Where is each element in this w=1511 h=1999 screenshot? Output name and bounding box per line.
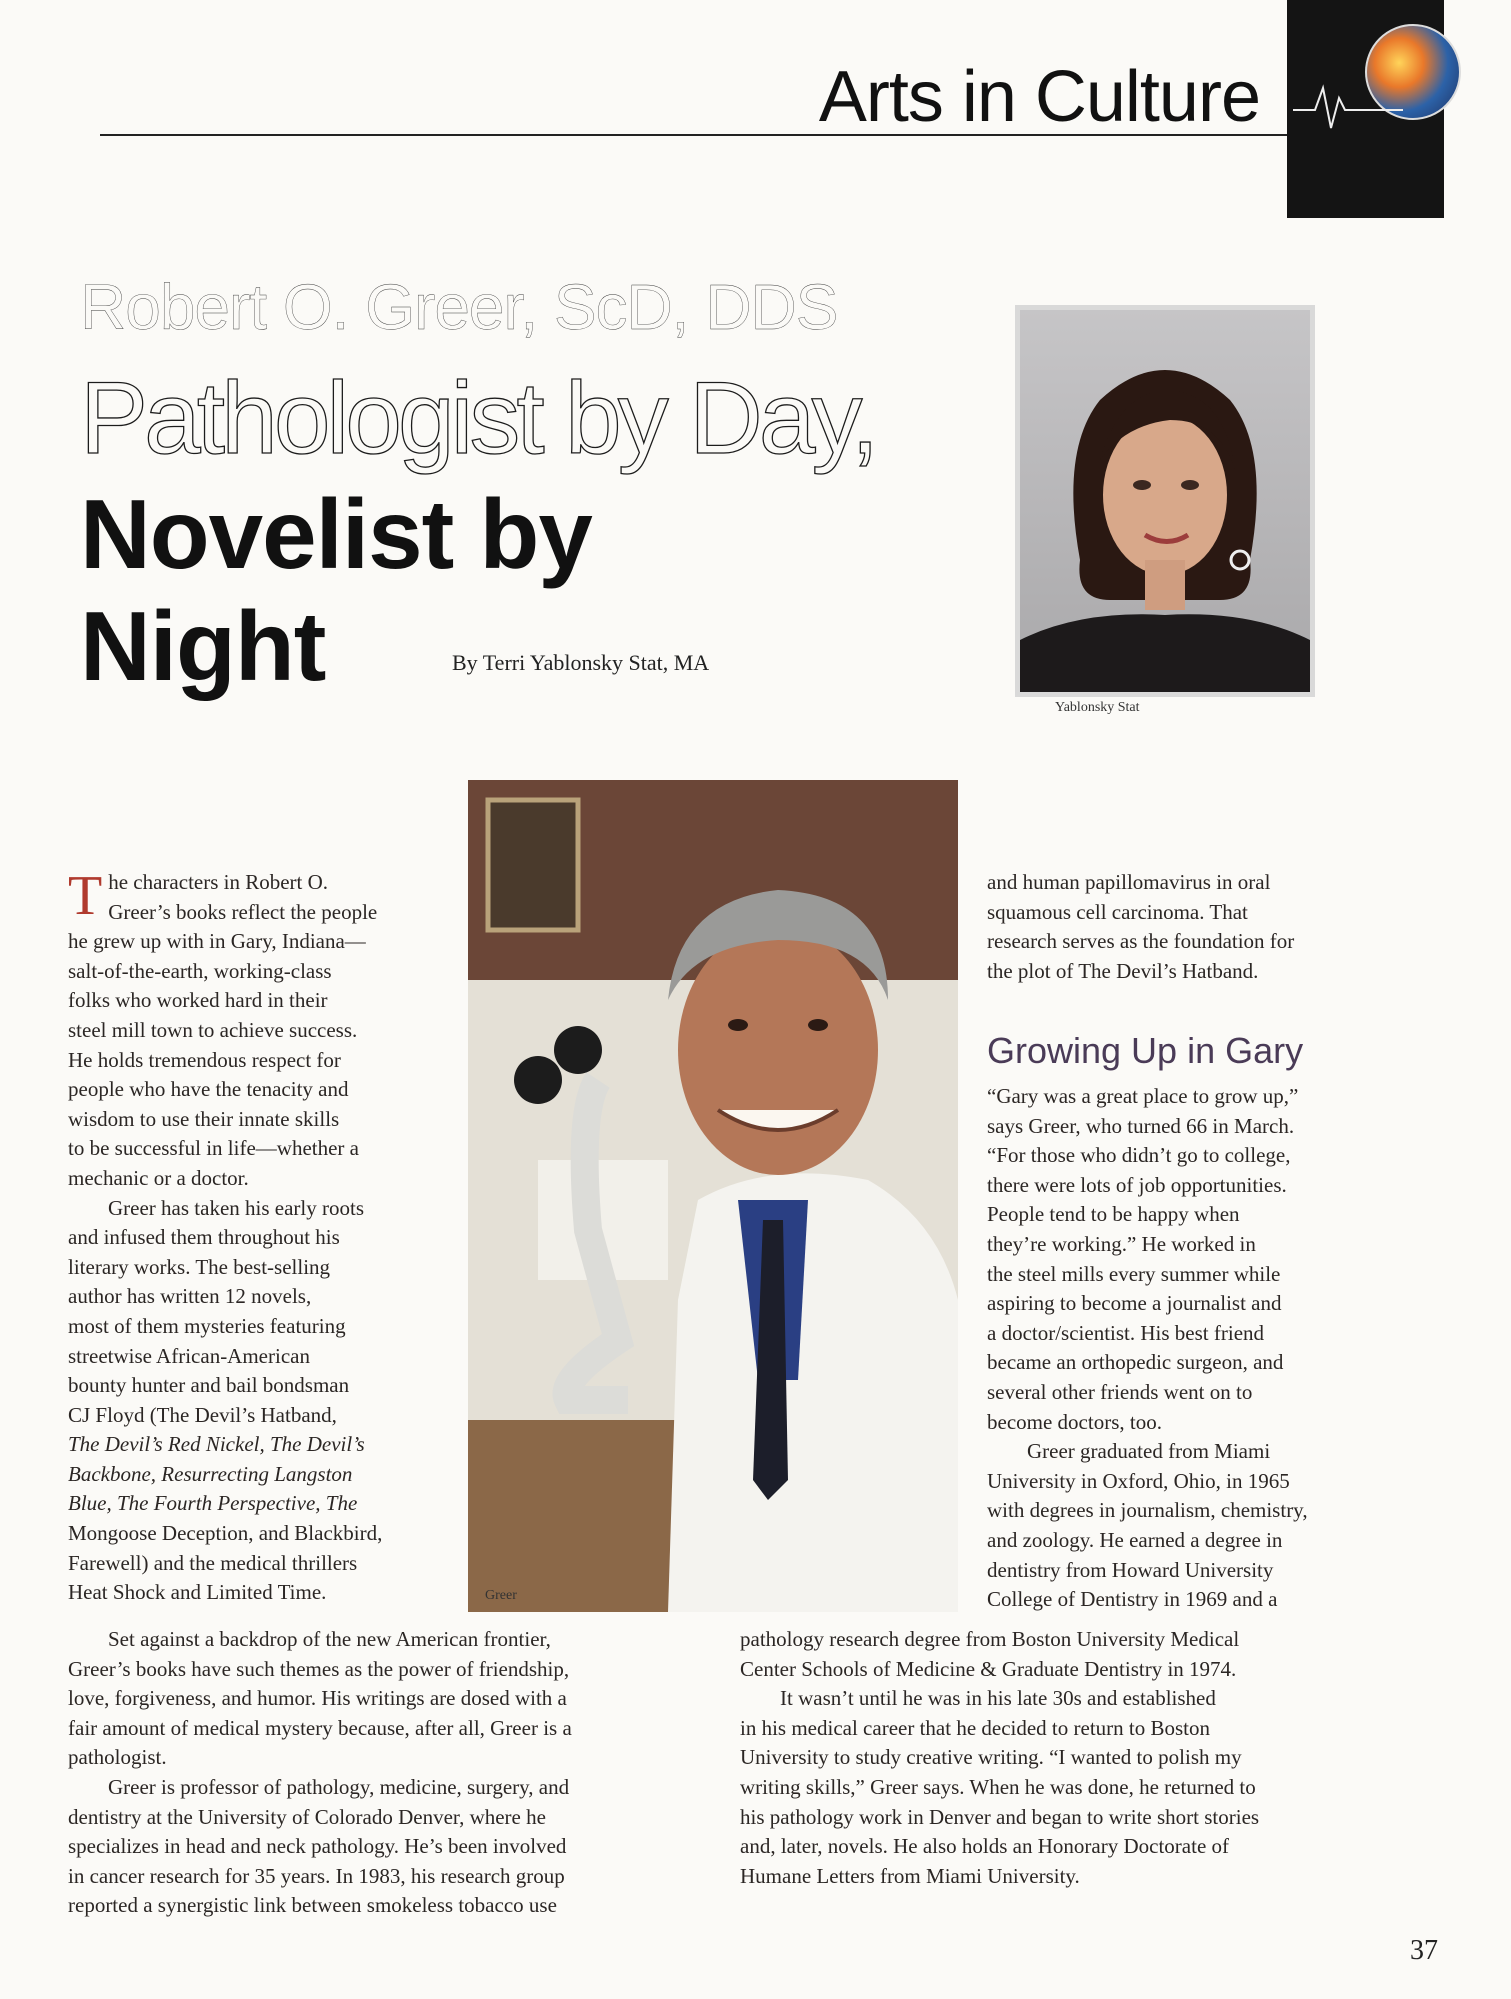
author-photo (1020, 310, 1310, 692)
greer-portrait-illustration (468, 780, 958, 1612)
headline-line-3: Night (80, 591, 326, 701)
headline-line-2: Novelist by (80, 479, 592, 589)
paragraph-research: and human papillomavirus in oral squamous cell carcinoma. That research serves as the foundation for the plot of The Devil’s Hatband. (987, 870, 1295, 983)
author-byline: By Terri Yablonsky Stat, MA (452, 650, 710, 675)
paragraph-writing: It wasn’t until he was in his late 30s and established in his medical career that he decided to return to Boston University to study creative writing. “I wanted to polish my writing skills,” Greer says. When he was done, he returned to his pathology work in Denver and began to write short stories and, later, novels. He also holds an Honorary Doctorate of Humane Letters from Miami University. (740, 1686, 1260, 1888)
drop-cap: T (68, 865, 103, 927)
paragraph-education-cont: pathology research degree from Boston University Medical Center Schools of Medicine & Graduate Dentistry in 1974. (740, 1627, 1240, 1681)
section-logo (1287, 0, 1444, 218)
greer-photo (468, 780, 958, 1612)
paragraph-themes: Set against a backdrop of the new American frontier, Greer’s books have such themes as the power of friendship, love, forgiveness, and humor. His writings are dosed with a fair amount of medical mystery because, after all, Greer is a pathologist. (68, 1627, 572, 1770)
section-title: Arts in Culture (818, 57, 1260, 137)
paragraph-professor: Greer is professor of pathology, medicine, surgery, and dentistry at the University of Colorado Denver, where he specializes in head and neck pathology. He’s been involved in cancer research for 35 years. In 1983, his research group reported a synergistic link between smokeless tobacco use (68, 1774, 570, 1918)
right-wide-column (740, 1625, 1390, 1891)
paragraph-gary: “Gary was a great place to grow up,” says Greer, who turned 66 in March. “For those who didn’t go to college, there were lots of job opportunities. People tend to be happy when they’re working.” He worked in the steel mills every summer while aspiring to become a journalist and a doctor/scientist. His best friend became an orthopedic surgeon, and several other friends went on to become doctors, too. (987, 1084, 1299, 1434)
greer-photo-caption: Greer (485, 1588, 517, 1603)
paragraph-intro: he characters in Robert O. Greer’s books reflect the people he grew up with in Gary, Indiana— salt-of-the-earth, working-class folks who worked hard in their steel mill town to achieve success. He holds tremendous respect for people who have the tenacity and wisdom to use their innate skills to be successful in life—whether a mechanic or a doctor. (68, 870, 378, 1190)
right-column-top (987, 868, 1387, 986)
subject-name: Robert O. Greer, ScD, DDS (80, 271, 838, 343)
author-portrait-illustration (1020, 310, 1310, 692)
left-column (68, 865, 468, 1608)
page-number: 37 (1410, 1935, 1438, 1966)
heartbeat-icon (1293, 78, 1403, 138)
paragraph-education: Greer graduated from Miami University in Oxford, Ohio, in 1965 with degrees in journalism, chemistry, and zoology. He earned a degree in dentistry from Howard University College of Dentistry in 1969 and a (987, 1439, 1308, 1612)
author-photo-caption: Yablonsky Stat (1055, 700, 1140, 715)
left-wide-column (68, 1625, 708, 1921)
section-heading: Growing Up in Gary (987, 1030, 1304, 1071)
headline-line-1: Pathologist by Day, (80, 361, 876, 475)
right-column-main (987, 1082, 1387, 1615)
paragraph-novels: Greer has taken his early roots and infused them throughout his literary works. The best-selling author has written 12 novels, most of them mysteries featuring streetwise African-American bounty hunter and bail bondsman CJ Floyd (The Devil’s Hatband, The Devil’s Red Nickel, The Devil’s Backbone, Resurrecting Langston Blue, The Fourth Perspective, The Mongoose Deception, and Blackbird, Farewell) and the medical thrillers Heat Shock and Limited Time. (68, 1195, 383, 1605)
